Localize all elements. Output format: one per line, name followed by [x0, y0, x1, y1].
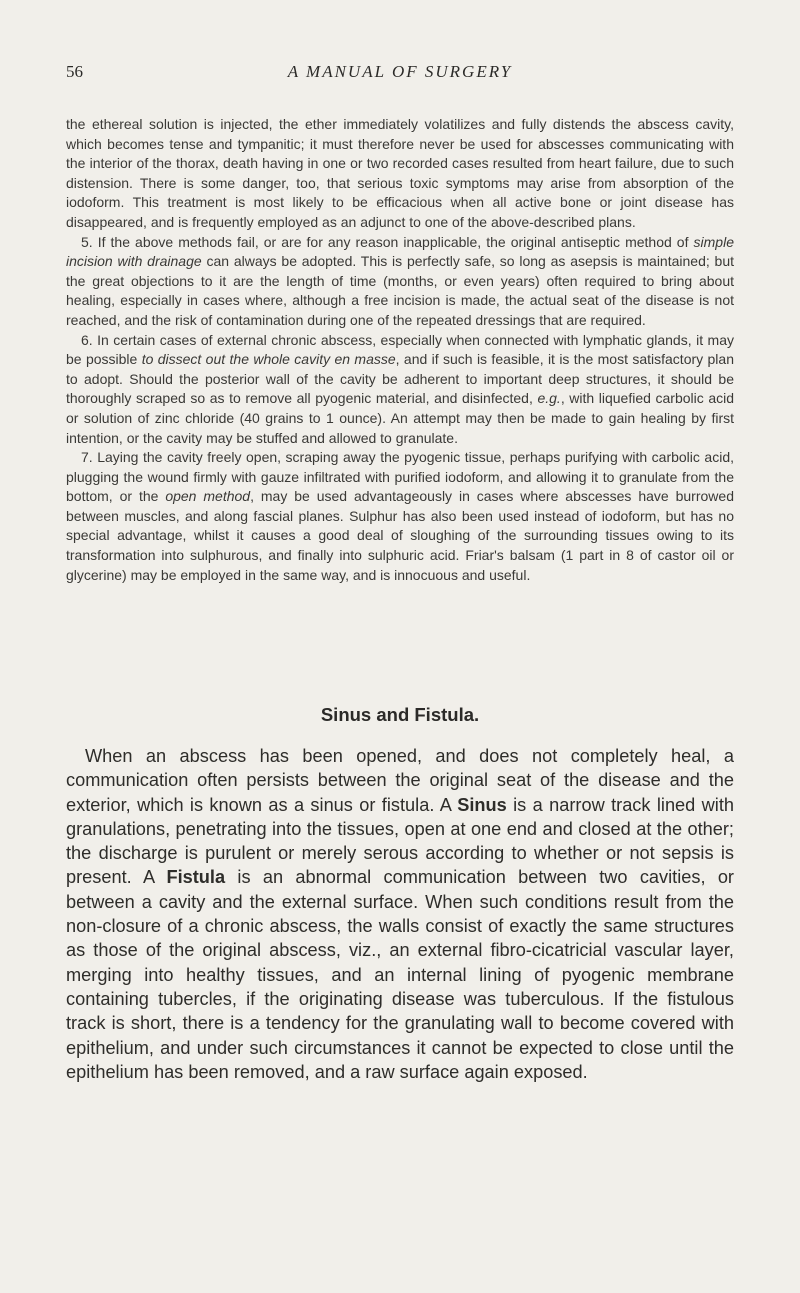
section-lead-text [66, 744, 734, 1084]
paragraph-7: 7. Laying the cavity freely open, scraping away the pyogenic tissue, perhaps purifying with carbolic acid, plugging the wound firmly with gauze infiltrated with purified iodoform, and allowing it to granulate from the bottom, or the open method, may be used advantageously in cases where abscesses have burrowed between muscles, and along fascial planes. Sulphur has also been used instead of iodoform, but has no special advantage, whilst it causes a good deal of sloughing of the surrounding tissues owing to its transformation into sulphurous, and finally into sulphuric acid. Friar's balsam (1 part in 8 of castor oil or glycerine) may be employed in the same way, and is innocuous and useful. [66, 449, 734, 583]
emphasis-dissect-out: to dissect out the whole cavity en masse [141, 351, 396, 368]
section-heading: Sinus and Fistula. [320, 704, 480, 725]
emphasis-eg: e.g. [537, 390, 561, 407]
paragraph-6: 6. In certain cases of external chronic abscess, especially when connected with lymphatic glands, it may be possible to dissect out the whole cavity en masse, and if such is feasible, it is the most satisfactory plan to adopt. Should the posterior wall of the cavity be adherent to important deep structures, it should be thoroughly scraped so as to remove all pyogenic material, and disinfected, e.g., with liquefied carbolic acid or solution of zinc chloride (40 grains to 1 ounce). An attempt may then be made to gain healing by first intention, or the cavity may be stuffed and allowed to granulate. [66, 331, 735, 446]
term-sinus: Sinus [457, 794, 507, 815]
body-text [66, 115, 734, 585]
section-paragraph: When an abscess has been opened, and does not completely heal, a communication often persists between the original seat of the disease and the exterior, which is known as a sinus or fistula. A Sinus is a narrow track lined with granulations, penetrating into the tissues, open at one end and closed at the other; the discharge is purulent or merely serous according to whether or not sepsis is present. A Fistula is an abnormal communication between two cavities, or between a cavity and the external surface. When such conditions result from the non-closure of a chronic abscess, the walls consist of exactly the same structures as those of the original abscess, viz., an external fibro-cicatricial vascular layer, merging into healthy tissues, and an internal lining of pyogenic membrane containing tubercles, if the originating disease was tuberculous. If the fistulous track is short, there is a tendency for the granulating wall to become covered with epithelium, and under such circumstances it cannot be expected to close until the epithelium has been removed, and a raw surface again exposed. [66, 746, 735, 1082]
term-fistula: Fistula [166, 867, 226, 888]
page-number: 56 [66, 62, 83, 81]
page-header [0, 62, 800, 86]
emphasis-simple-incision: simple incision with drainage [66, 233, 734, 270]
paragraph-continued: the ethereal solution is injected, the ether immediately volatilizes and fully distends the abscess cavity, which becomes tense and tympanitic; it must therefore never be used for abscesses communicating with the interior of the thorax, death having in one or two recorded cases resulted from heart failure, due to such distension. There is some danger, too, that serious toxic symptoms may arise from absorption of the iodoform. This treatment is most likely to be efficacious when all active bone or joint disease has disappeared, and is frequently employed as an adjunct to one of the above-described plans. [66, 116, 734, 230]
running-title: A MANUAL OF SURGERY [287, 62, 513, 81]
emphasis-open-method: open method [165, 488, 251, 505]
paragraph-5: 5. If the above methods fail, or are for any reason inapplicable, the original antiseptic method of simple incision with drainage can always be adopted. This is perfectly safe, so long as asepsis is maintained; but the great objections to it are the length of time (months, or even years) often required to bring about healing, especially in cases where, although a free incision is made, the actual seat of the disease is not reached, and the risk of contamination during one of the repeated dressings that are required. [66, 233, 735, 328]
